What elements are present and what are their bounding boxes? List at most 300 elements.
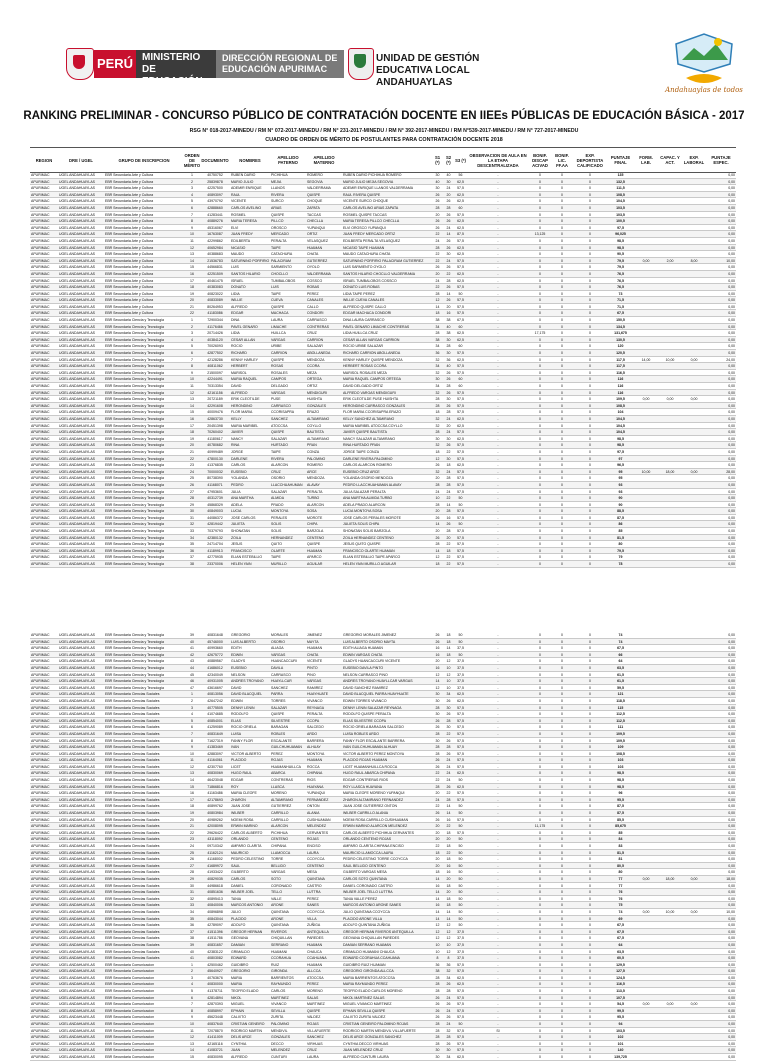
cell-exp-deportista: 0 xyxy=(589,291,591,296)
cell-puntaje-especifico: 0,00 xyxy=(728,731,735,736)
cell-completo: ADELA PRADO ALARCON xyxy=(343,502,386,507)
cell-forlab xyxy=(634,251,658,257)
cell-exp-laboral xyxy=(682,376,706,382)
cell-obs: - xyxy=(497,975,499,980)
cell-paterno: ALARCON xyxy=(271,824,288,829)
cell-paterno: LUIS xyxy=(271,285,279,290)
cell-dre: UGEL ANDAHUAYLAS xyxy=(59,797,95,802)
cell-region: APURIMAC xyxy=(31,219,50,224)
cell-s2: 28 xyxy=(446,482,451,487)
cell-exp-laboral xyxy=(682,665,706,671)
cell-s1: 14 xyxy=(435,909,440,914)
cell-documento: 70026093 xyxy=(207,344,223,349)
cell-region: APURIMAC xyxy=(31,692,50,697)
cell-forlab xyxy=(634,856,658,862)
table-row xyxy=(30,797,736,804)
cell-s1: 34 xyxy=(435,344,440,349)
cell-obs: - xyxy=(497,252,499,257)
cell-nombres: KELLY xyxy=(231,416,242,421)
cell-exp-deportista: 0 xyxy=(589,745,591,750)
cell-nombres: LUIS xyxy=(231,265,239,270)
cell-dre: UGEL ANDAHUAYLAS xyxy=(59,975,95,980)
cell-exp-deportista: 0 xyxy=(589,844,591,848)
cell-paterno: QUISPE xyxy=(271,430,285,435)
cell-puntaje-especifico: 0,00 xyxy=(728,698,735,703)
cell-paterno: PICHIHUA xyxy=(271,830,288,835)
cell-paterno: CARRASCO xyxy=(271,403,291,408)
cell-exp-laboral xyxy=(682,803,706,809)
cell-bonif-discap: 0 xyxy=(539,476,541,481)
cell-materno: CONDORI xyxy=(307,311,324,316)
cell-s1: 30 xyxy=(435,738,440,743)
cell-obs: - xyxy=(497,718,499,723)
cell-dre: UGEL ANDAHUAYLAS xyxy=(59,423,95,428)
cell-dre: UGEL ANDAHUAYLAS xyxy=(59,291,95,296)
cell-bonif-discap: 0 xyxy=(539,844,541,848)
cell-completo: MARIA CLEOFE MORENO YUPANQUI xyxy=(343,791,405,796)
cell-completo: ERIK CLEOTILDE PUSE HUISHTA xyxy=(343,397,399,402)
cell-dre: UGEL ANDAHUAYLAS xyxy=(59,344,95,349)
cell-completo: JOSE CARLOS PERALES MOROTE xyxy=(343,515,401,520)
cell-documento: 71866816 xyxy=(207,784,223,789)
cell-paterno: MERCADO xyxy=(271,232,289,237)
cell-forlab xyxy=(634,225,658,231)
cell-s3: 50 xyxy=(458,496,463,501)
cell-exp-deportista: 0 xyxy=(589,271,591,276)
cell-forlab xyxy=(634,185,658,191)
cell-dre: UGEL ANDAHUAYLAS xyxy=(59,837,95,842)
cell-orden: 32 xyxy=(190,896,194,901)
cell-completo: JUAN FREDY MERCADO ORTIZ xyxy=(343,232,396,237)
cell-s1: 26 xyxy=(435,225,440,230)
cell-materno: CASTRO xyxy=(307,883,322,888)
cell-exp-deportista: 0 xyxy=(589,298,591,303)
cell-exp-deportista: 0 xyxy=(589,949,591,954)
cell-puntaje: 117,5 xyxy=(616,357,625,362)
cell-dre: UGEL ANDAHUAYLAS xyxy=(59,311,95,316)
cell-s3: 50 xyxy=(458,876,463,881)
cell-orden: 15 xyxy=(190,1055,194,1059)
cell-dre: UGEL ANDAHUAYLAS xyxy=(59,896,95,901)
cell-exp-laboral xyxy=(682,995,706,1001)
cell-exp-deportista: 0 xyxy=(589,738,591,743)
cell-capac xyxy=(658,691,682,697)
cell-nombres: ISRAEL xyxy=(231,278,244,283)
cell-dre: UGEL ANDAHUAYLAS xyxy=(59,397,95,402)
cell-capac xyxy=(658,672,682,678)
cell-region: APURIMAC xyxy=(31,665,50,670)
cell-grupo: EBR Secundaria Arte y Cultura xyxy=(105,278,154,283)
table-row xyxy=(30,764,736,771)
cell-s1: 12 xyxy=(435,456,440,461)
cell-bonif-lic: 0 xyxy=(561,509,563,514)
cell-materno: AGUILAR xyxy=(307,562,323,567)
cell-materno: CCOYCCA xyxy=(307,909,325,914)
cell-exp-laboral xyxy=(682,645,706,651)
cell-exp-laboral xyxy=(682,863,706,869)
cell-region: APURIMAC xyxy=(31,245,50,250)
cell-dre: UGEL ANDAHUAYLAS xyxy=(59,265,95,270)
cell-obs: - xyxy=(497,909,499,914)
cell-s2: 26 xyxy=(446,219,451,224)
cell-puntaje: 76 xyxy=(618,896,623,901)
cell-orden: 29 xyxy=(190,502,194,507)
cell-grupo: EBR Secundaria Ciencias Sociales xyxy=(105,778,160,783)
cell-orden: 7 xyxy=(191,731,193,736)
cell-exp-laboral xyxy=(682,337,706,343)
cell-exp-deportista: 0 xyxy=(589,758,591,763)
cell-exp-laboral xyxy=(682,777,706,783)
cell-forlab xyxy=(634,350,658,356)
cell-puntaje-especifico: 0,00 xyxy=(728,265,735,270)
cell-orden: 10 xyxy=(190,1022,194,1027)
cell-s2: 10 xyxy=(446,679,451,684)
cell-bonif-lic: 0 xyxy=(561,219,563,224)
cell-puntaje: 111,5 xyxy=(616,186,625,191)
cell-forlab xyxy=(634,489,658,495)
cell-bonif-lic: 0 xyxy=(561,562,563,567)
cell-exp-deportista: 0 xyxy=(589,883,591,888)
cell-region: APURIMAC xyxy=(31,337,50,342)
cell-materno: ALTAMIRANO xyxy=(307,436,330,441)
cell-bonif-discap: 0 xyxy=(539,659,541,664)
cell-puntaje: 98,5 xyxy=(617,238,624,243)
table-row xyxy=(30,442,736,449)
cell-bonif-lic: 0 xyxy=(561,758,563,763)
cell-grupo: EBR Secundaria Comunicacion xyxy=(105,1002,155,1007)
cell-puntaje-especifico: 0,00 xyxy=(728,1028,735,1033)
cell-materno: VALDERRAMA xyxy=(307,271,331,276)
cell-s3: 57,5 xyxy=(457,758,464,763)
cell-region: APURIMAC xyxy=(31,844,50,848)
cell-s3: 57,5 xyxy=(457,989,464,994)
table-row xyxy=(30,850,736,857)
cell-exp-deportista: 0 xyxy=(589,212,591,217)
cell-region: APURIMAC xyxy=(31,232,50,237)
page-title: RANKING PRELIMINAR - CONCURSO PÚBLICO DE CONTRATACIÓN DOCENTE EN IIEEs PÚBLICAS DE EDUCACIÓN BÁSICA - 2017 xyxy=(23,110,745,122)
cell-dre: UGEL ANDAHUAYLAS xyxy=(59,205,95,210)
cell-completo: MAURICIO LLAMOCCA LAURA xyxy=(343,850,394,855)
cell-exp-laboral: 0,00 xyxy=(690,909,698,914)
cell-completo: LIDIA TAIPE PEREZ xyxy=(343,291,375,296)
cell-paterno: OLARTE xyxy=(271,548,285,553)
cell-bonif-discap: 0 xyxy=(539,863,541,868)
cell-paterno: ROBLES xyxy=(271,731,286,736)
cell-completo: GREGORIO MORALES JIMENEZ xyxy=(343,633,397,637)
cell-completo: FLOR MARIA CCORISAPRA ERAZO xyxy=(343,410,402,415)
table-row xyxy=(30,711,736,718)
cell-s2: 14 xyxy=(446,646,451,651)
cell-s1: 32 xyxy=(435,443,440,448)
cell-bonif-lic: 0 xyxy=(561,476,563,481)
cell-paterno: LIMACHE xyxy=(271,324,287,329)
cell-materno: LUTTRA xyxy=(307,890,321,895)
cell-grupo: EBR Secundaria Ciencias Sociales xyxy=(105,903,160,908)
cell-bonif-lic: 0 xyxy=(561,410,563,415)
cell-grupo: EBR Secundaria Ciencia y Tecnologia xyxy=(105,482,164,487)
cell-paterno: QUISPE xyxy=(271,304,285,309)
cell-region: APURIMAC xyxy=(31,436,50,441)
cell-materno: LAURA xyxy=(307,850,319,855)
cell-s3: 57,5 xyxy=(457,791,464,796)
cell-bonif-lic: 0 xyxy=(561,956,563,961)
cell-paterno: SARMIENTO xyxy=(271,265,292,270)
cell-dre: UGEL ANDAHUAYLAS xyxy=(59,555,95,560)
cell-exp-deportista: 0 xyxy=(589,692,591,697)
cell-forlab xyxy=(634,508,658,514)
cell-s2: 10 xyxy=(446,942,451,947)
cell-s3: 57,5 xyxy=(457,718,464,723)
cell-orden: 44 xyxy=(190,665,194,670)
cell-obs: - xyxy=(497,449,499,454)
cell-paterno: CENTENO xyxy=(271,837,289,842)
cell-forlab xyxy=(634,482,658,488)
cell-puntaje: 67,5 xyxy=(617,311,624,316)
cell-bonif-discap: 0 xyxy=(539,410,541,415)
cell-materno: ORTIZ xyxy=(307,384,318,388)
cell-paterno: CARRILLO xyxy=(271,817,289,822)
cell-grupo: EBR Secundaria Ciencia y Tecnologia xyxy=(105,633,164,637)
cell-capac xyxy=(658,738,682,744)
table-row xyxy=(30,698,736,705)
cell-paterno: SALAZAR xyxy=(271,436,287,441)
cell-puntaje-especifico: 0,00 xyxy=(728,652,735,657)
cell-puntaje: 95 xyxy=(618,469,623,474)
cell-s2: 20 xyxy=(446,876,451,881)
cell-exp-deportista: 0 xyxy=(589,909,591,914)
cell-puntaje: 111 xyxy=(617,725,624,730)
cell-exp-laboral xyxy=(682,390,706,396)
cell-materno: OYOLO xyxy=(307,265,320,270)
cell-documento: 72078870 xyxy=(207,1028,223,1033)
cell-materno: YUPANQUI xyxy=(307,225,326,230)
cell-capac xyxy=(658,962,682,968)
cell-puntaje: 116 xyxy=(617,384,624,388)
cell-exp-deportista: 0 xyxy=(589,633,591,637)
cell-bonif-lic: 0 xyxy=(561,791,563,796)
cell-s1: 30 xyxy=(435,1055,440,1059)
cell-puntaje-especifico: 0,00 xyxy=(728,857,735,862)
cell-region: APURIMAC xyxy=(31,476,50,481)
cell-puntaje-especifico: 0,00 xyxy=(728,791,735,796)
cell-region: APURIMAC xyxy=(31,969,50,974)
cell-materno: VILLA xyxy=(307,916,317,921)
cell-nombres: JUAN JOSE xyxy=(231,804,251,809)
cell-orden: 6 xyxy=(191,995,193,1000)
cell-nombres: DENNY LENIN xyxy=(231,705,255,710)
cell-exp-laboral xyxy=(682,205,706,211)
cell-exp-deportista: 0 xyxy=(589,192,591,197)
cell-s3: 62,5 xyxy=(457,982,464,987)
cell-forlab xyxy=(634,738,658,744)
cell-orden: 39 xyxy=(190,633,194,637)
cell-paterno: DAVILA xyxy=(271,665,284,670)
cell-exp-deportista: 0 xyxy=(589,265,591,270)
cell-capac xyxy=(658,777,682,783)
cell-capac xyxy=(658,271,682,277)
cell-puntaje-especifico: 0,00 xyxy=(728,804,735,809)
cell-bonif-lic: 0 xyxy=(561,245,563,250)
cell-dre: UGEL ANDAHUAYLAS xyxy=(59,318,95,323)
cell-capac xyxy=(658,639,682,645)
cell-orden: 2 xyxy=(191,698,193,703)
cell-obs: - xyxy=(497,962,499,967)
cell-region: APURIMAC xyxy=(31,982,50,987)
cell-exp-laboral xyxy=(682,797,706,803)
cell-bonif-lic: 0 xyxy=(561,225,563,230)
cell-region: APURIMAC xyxy=(31,837,50,842)
cell-forlab xyxy=(634,502,658,508)
cell-exp-deportista: 0 xyxy=(589,515,591,520)
cell-puntaje: 101 xyxy=(617,1041,624,1046)
cell-capac xyxy=(658,942,682,948)
cell-orden: 21 xyxy=(190,449,194,454)
cell-s3: 62,5 xyxy=(457,337,464,342)
cell-s3: 57,5 xyxy=(457,390,464,395)
cell-materno: ALLCCA xyxy=(307,969,321,974)
cell-obs: - xyxy=(497,665,499,670)
cell-s2: 22 xyxy=(446,542,451,547)
cell-documento: 40858997 xyxy=(207,1008,223,1013)
cell-grupo: EBR Secundaria Ciencia y Tecnologia xyxy=(105,672,164,677)
cell-dre: UGEL ANDAHUAYLAS xyxy=(59,173,95,177)
cell-s2: 26 xyxy=(446,377,451,382)
cell-s1: 26 xyxy=(435,725,440,730)
cell-bonif-lic: 0 xyxy=(561,771,563,776)
cell-region: APURIMAC xyxy=(31,463,50,468)
cell-capac xyxy=(658,423,682,429)
cell-forlab xyxy=(634,869,658,875)
cell-region: APURIMAC xyxy=(31,502,50,507)
cell-bonif-lic: 0 xyxy=(561,555,563,560)
cell-documento: 47953601 xyxy=(207,489,223,494)
cell-bonif-lic: 0 xyxy=(561,679,563,684)
cell-bonif-discap: 0 xyxy=(539,745,541,750)
cell-bonif-discap: 0 xyxy=(539,771,541,776)
cell-bonif-lic: 0 xyxy=(561,179,563,184)
cell-dre: UGEL ANDAHUAYLAS xyxy=(59,949,95,954)
cell-s3: 50 xyxy=(458,883,463,888)
cell-completo: DAMIAN SERRANO HUAMAN xyxy=(343,942,392,947)
cell-materno: QUISPE xyxy=(307,1008,321,1013)
table-row xyxy=(30,678,736,685)
cell-orden: 43 xyxy=(190,659,194,664)
cell-obs: - xyxy=(497,463,499,468)
cell-exp-laboral xyxy=(682,1034,706,1040)
cell-obs: - xyxy=(497,870,499,875)
cell-obs: - xyxy=(497,192,499,197)
cell-s3: 57,5 xyxy=(457,311,464,316)
cell-region: APURIMAC xyxy=(31,936,50,941)
cell-dre: UGEL ANDAHUAYLAS xyxy=(59,370,95,375)
cell-s1: 36 xyxy=(435,962,440,967)
cell-obs: - xyxy=(497,515,499,520)
cell-exp-deportista: 0 xyxy=(589,179,591,184)
cell-bonif-discap: 0 xyxy=(539,252,541,257)
cell-bonif-lic: 0 xyxy=(561,811,563,816)
cell-materno: HUAMAN xyxy=(307,548,323,553)
cell-materno: MOROTE xyxy=(307,515,323,520)
cell-materno: SOSA xyxy=(307,509,317,514)
cell-s3: 57,5 xyxy=(457,738,464,743)
cell-obs: - xyxy=(497,791,499,796)
cell-region: APURIMAC xyxy=(31,771,50,776)
cell-puntaje-especifico: 0,00 xyxy=(728,463,735,468)
cell-puntaje-especifico: 0,00 xyxy=(728,975,735,980)
cell-bonif-lic: 0 xyxy=(561,436,563,441)
cell-region: APURIMAC xyxy=(31,857,50,862)
cell-nombres: KENNY HARLEY xyxy=(231,357,258,362)
cell-grupo: EBR Secundaria Arte y Cultura xyxy=(105,232,154,237)
cell-region: APURIMAC xyxy=(31,725,50,730)
cell-obs: - xyxy=(497,890,499,895)
cell-orden: 45 xyxy=(190,672,194,677)
cell-exp-laboral xyxy=(682,1021,706,1027)
cell-s3: 67,5 xyxy=(457,318,464,323)
cell-nombres: VICENTE xyxy=(231,199,247,204)
cell-capac xyxy=(658,817,682,823)
cell-orden: 2 xyxy=(191,969,193,974)
cell-obs: - xyxy=(497,857,499,862)
cell-s1: 20 xyxy=(435,857,440,862)
cell-paterno: VIVANCO xyxy=(271,1002,287,1007)
cell-dre: UGEL ANDAHUAYLAS xyxy=(59,705,95,710)
cell-grupo: EBR Secundaria Ciencia y Tecnologia xyxy=(105,646,164,651)
cell-dre: UGEL ANDAHUAYLAS xyxy=(59,331,95,336)
cell-materno: TACCAS xyxy=(307,212,321,217)
cell-orden: 11 xyxy=(190,238,194,243)
cell-capac xyxy=(658,535,682,541)
cell-exp-deportista: 0 xyxy=(589,705,591,710)
cell-grupo: EBR Secundaria Ciencia y Tecnologia xyxy=(105,652,164,657)
cell-exp-laboral xyxy=(682,172,706,178)
cell-puntaje: 74 xyxy=(618,633,623,637)
cell-bonif-discap: 0 xyxy=(539,443,541,448)
cell-capac xyxy=(658,757,682,763)
cell-paterno: TAIPE xyxy=(271,245,281,250)
cell-s3: 37,5 xyxy=(457,672,464,677)
cell-bonif-lic: 0 xyxy=(561,712,563,717)
cell-exp-deportista: 0 xyxy=(589,311,591,316)
cell-paterno: QUINTANA xyxy=(271,923,289,928)
cell-documento: 41083721 xyxy=(207,1048,223,1053)
cell-obs: - xyxy=(497,949,499,954)
cell-obs: - xyxy=(497,731,499,736)
cell-capac xyxy=(658,297,682,303)
cell-obs: - xyxy=(497,509,499,514)
cell-exp-deportista: 0 xyxy=(589,377,591,382)
cell-puntaje-especifico: 0,00 xyxy=(728,423,735,428)
cell-exp-deportista: 0 xyxy=(589,1048,591,1053)
cell-bonif-discap: 0 xyxy=(539,179,541,184)
cell-puntaje-especifico: 0,00 xyxy=(728,337,735,342)
cell-capac xyxy=(658,836,682,842)
cell-s1: 12 xyxy=(435,936,440,941)
cell-forlab xyxy=(634,231,658,237)
cell-forlab xyxy=(634,777,658,783)
cell-puntaje-especifico: 0,00 xyxy=(728,949,735,954)
cell-nombres: CESAR ALLAN xyxy=(231,337,255,342)
cell-s2: 26 xyxy=(446,403,451,408)
cell-obs: - xyxy=(497,324,499,329)
cell-s1: 22 xyxy=(435,252,440,257)
cell-documento: 41411009 xyxy=(207,1035,223,1040)
cell-puntaje: 79 xyxy=(618,555,623,560)
cell-bonif-lic: 0 xyxy=(561,357,563,362)
table-row xyxy=(30,691,736,698)
cell-forlab xyxy=(634,324,658,330)
cell-grupo: EBR Secundaria Comunicacion xyxy=(105,982,155,987)
